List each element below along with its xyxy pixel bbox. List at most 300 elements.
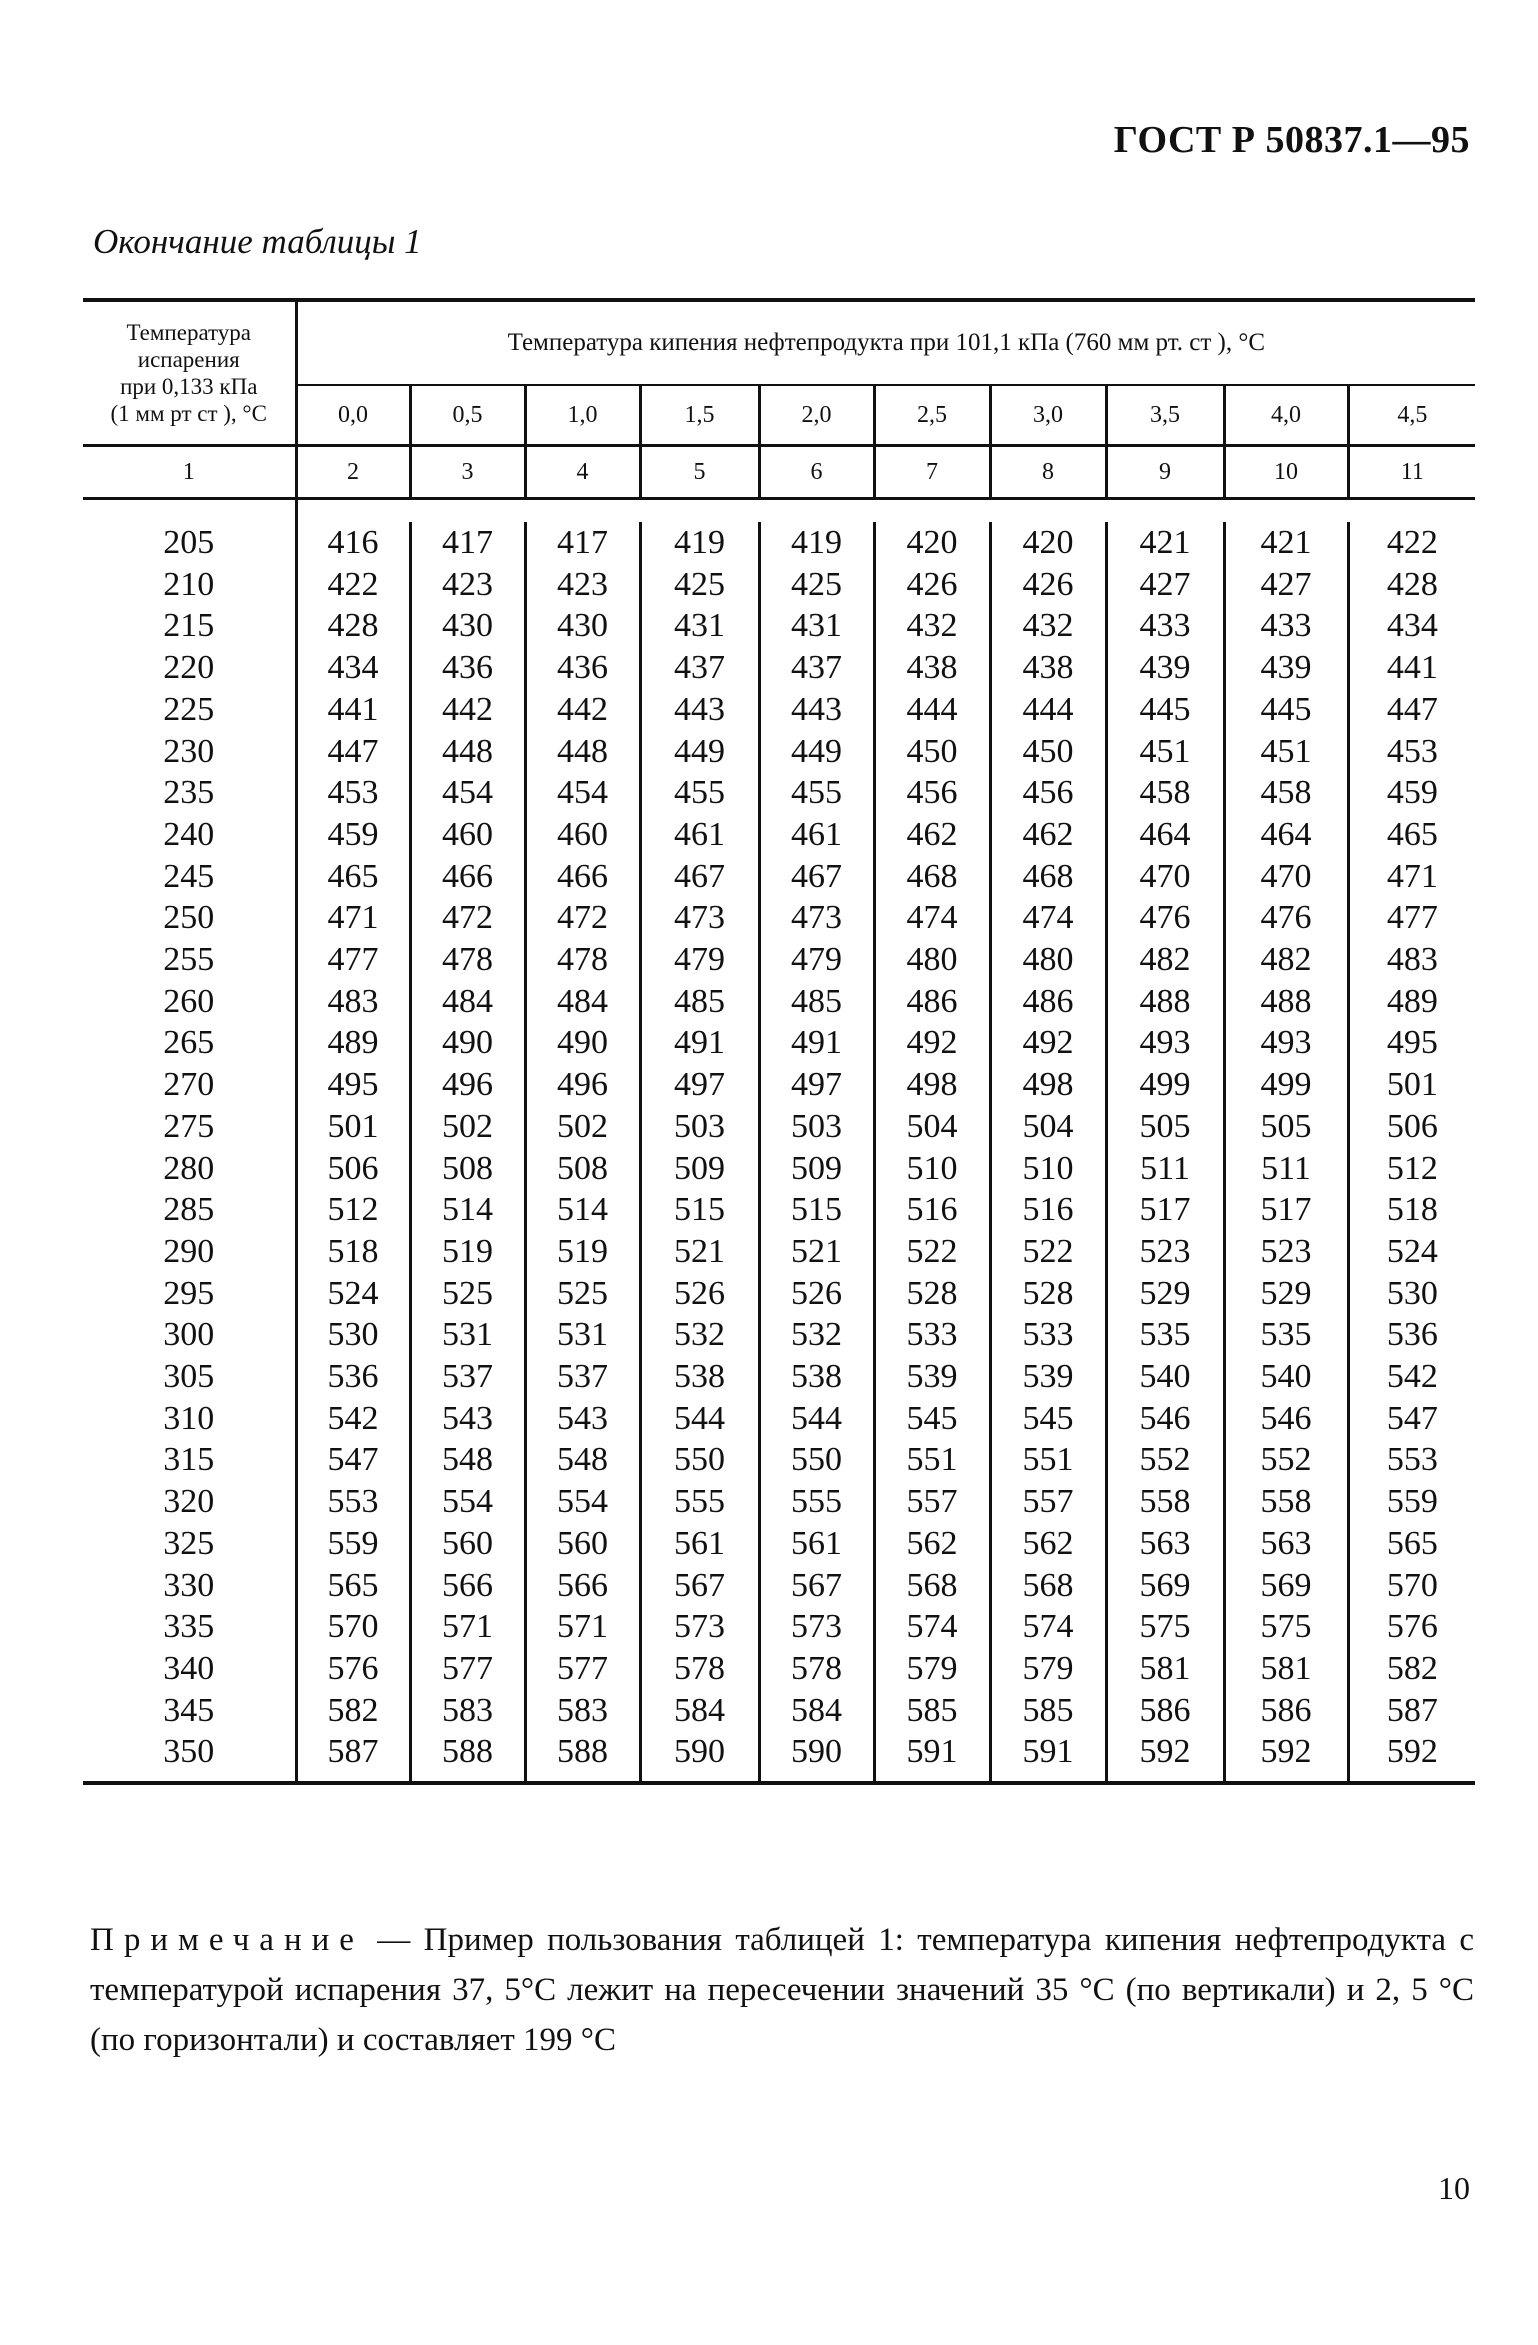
boiling-temperature-cell: 544 — [640, 1398, 759, 1440]
boiling-temperature-cell: 437 — [759, 647, 874, 689]
boiling-temperature-cell: 552 — [1106, 1439, 1224, 1481]
boiling-temperature-cell: 456 — [990, 772, 1106, 814]
column-number-row — [83, 446, 1475, 499]
boiling-temperature-cell: 587 — [1348, 1690, 1475, 1732]
boiling-temperature-cell: 488 — [1224, 981, 1348, 1023]
boiling-temperature-cell: 526 — [759, 1273, 874, 1315]
table-row — [83, 772, 1475, 814]
boiling-temperature-cell: 515 — [640, 1189, 759, 1231]
evaporation-temperature-cell: 305 — [163, 1358, 215, 1396]
boiling-temperature-cell: 459 — [296, 814, 410, 856]
boiling-temperature-cell: 485 — [759, 981, 874, 1023]
boiling-temperature-cell: 499 — [1224, 1064, 1348, 1106]
boiling-temperature-cell: 417 — [410, 522, 525, 564]
boiling-temperature-cell: 443 — [640, 689, 759, 731]
boiling-temperature-cell: 464 — [1224, 814, 1348, 856]
boiling-temperature-cell: 536 — [1348, 1314, 1475, 1356]
boiling-temperature-cell: 563 — [1224, 1523, 1348, 1565]
boiling-temperature-cell: 508 — [410, 1148, 525, 1190]
boiling-increment-header: 2,5 — [874, 385, 990, 446]
boiling-temperature-cell: 522 — [874, 1231, 990, 1273]
boiling-temperature-cell: 526 — [640, 1273, 759, 1315]
boiling-temperature-cell: 542 — [296, 1398, 410, 1440]
boiling-temperature-cell: 550 — [759, 1439, 874, 1481]
boiling-temperature-cell: 532 — [640, 1314, 759, 1356]
boiling-temperature-cell: 476 — [1106, 897, 1224, 939]
boiling-temperature-cell: 468 — [874, 856, 990, 898]
boiling-temperature-cell: 553 — [296, 1481, 410, 1523]
evaporation-temperature-header — [83, 300, 296, 446]
boiling-temperature-cell: 579 — [990, 1648, 1106, 1690]
evaporation-temperature-cell: 325 — [163, 1524, 215, 1562]
boiling-temperature-cell: 525 — [525, 1273, 640, 1315]
boiling-temperature-cell: 518 — [1348, 1189, 1475, 1231]
boiling-temperature-cell: 531 — [410, 1314, 525, 1356]
boiling-temperature-cell: 569 — [1106, 1565, 1224, 1607]
column-number: 8 — [990, 446, 1106, 499]
evaporation-temperature-cell: 310 — [163, 1399, 215, 1437]
boiling-temperature-cell: 471 — [296, 897, 410, 939]
evaporation-temperature-cell: 235 — [163, 774, 215, 812]
boiling-temperature-cell: 533 — [990, 1314, 1106, 1356]
boiling-temperature-cell: 578 — [759, 1648, 874, 1690]
table-row — [83, 1481, 1475, 1523]
boiling-temperature-cell: 530 — [1348, 1273, 1475, 1315]
boiling-temperature-cell: 529 — [1106, 1273, 1224, 1315]
boiling-temperature-cell: 490 — [525, 1022, 640, 1064]
evaporation-temperature-cell: 210 — [163, 565, 215, 603]
boiling-temperature-cell: 493 — [1224, 1022, 1348, 1064]
boiling-temperature-cell: 431 — [640, 605, 759, 647]
boiling-temperature-cell: 460 — [410, 814, 525, 856]
boiling-temperature-cell: 490 — [410, 1022, 525, 1064]
boiling-temperature-cell: 485 — [640, 981, 759, 1023]
boiling-temperature-cell: 483 — [1348, 939, 1475, 981]
page-number: 10 — [1438, 2170, 1470, 2206]
boiling-temperature-cell: 455 — [640, 772, 759, 814]
table-row — [83, 522, 1475, 564]
evaporation-temperature-cell: 295 — [163, 1274, 215, 1312]
boiling-temperature-cell: 544 — [759, 1398, 874, 1440]
boiling-temperature-cell: 543 — [410, 1398, 525, 1440]
left-header-line: испарения — [137, 347, 240, 372]
boiling-increment-header: 0,5 — [410, 385, 525, 446]
boiling-temperature-cell: 539 — [874, 1356, 990, 1398]
boiling-temperature-cell: 516 — [990, 1189, 1106, 1231]
boiling-temperature-cell: 532 — [759, 1314, 874, 1356]
boiling-temperature-cell: 420 — [990, 522, 1106, 564]
boiling-temperature-cell: 493 — [1106, 1022, 1224, 1064]
boiling-temperature-cell: 465 — [296, 856, 410, 898]
evaporation-temperature-cell: 320 — [163, 1483, 215, 1521]
boiling-temperature-cell: 558 — [1224, 1481, 1348, 1523]
boiling-temperature-cell: 559 — [296, 1523, 410, 1565]
boiling-temperature-cell: 548 — [410, 1439, 525, 1481]
boiling-temperature-cell: 548 — [525, 1439, 640, 1481]
boiling-temperature-cell: 498 — [874, 1064, 990, 1106]
boiling-temperature-cell: 436 — [410, 647, 525, 689]
boiling-temperature-cell: 519 — [410, 1231, 525, 1273]
boiling-temperature-cell: 455 — [759, 772, 874, 814]
boiling-temperature-cell: 456 — [874, 772, 990, 814]
boiling-temperature-cell: 574 — [990, 1606, 1106, 1648]
boiling-temperature-cell: 417 — [525, 522, 640, 564]
column-number: 2 — [296, 446, 410, 499]
boiling-temperature-cell: 571 — [410, 1606, 525, 1648]
boiling-temperature-cell: 426 — [874, 564, 990, 606]
table-row — [83, 1648, 1475, 1690]
boiling-temperature-cell: 530 — [296, 1314, 410, 1356]
boiling-temperature-cell: 470 — [1106, 856, 1224, 898]
boiling-temperature-cell: 565 — [1348, 1523, 1475, 1565]
boiling-temperature-cell: 439 — [1106, 647, 1224, 689]
boiling-temperature-cell: 474 — [990, 897, 1106, 939]
boiling-temperature-cell: 590 — [759, 1731, 874, 1783]
boiling-temperature-cell: 422 — [296, 564, 410, 606]
evaporation-temperature-cell: 270 — [163, 1066, 215, 1104]
boiling-temperature-cell: 573 — [640, 1606, 759, 1648]
conversion-table — [83, 298, 1475, 1785]
evaporation-temperature-cell: 335 — [163, 1608, 215, 1646]
boiling-temperature-cell: 445 — [1106, 689, 1224, 731]
boiling-temperature-cell: 514 — [410, 1189, 525, 1231]
boiling-temperature-cell: 496 — [410, 1064, 525, 1106]
boiling-temperature-cell: 436 — [525, 647, 640, 689]
boiling-temperature-cell: 578 — [640, 1648, 759, 1690]
boiling-temperature-cell: 524 — [296, 1273, 410, 1315]
boiling-temperature-cell: 524 — [1348, 1231, 1475, 1273]
boiling-temperature-cell: 516 — [874, 1189, 990, 1231]
table-caption: Окончание таблицы 1 — [93, 222, 422, 261]
boiling-temperature-cell: 464 — [1106, 814, 1224, 856]
boiling-temperature-cell: 558 — [1106, 1481, 1224, 1523]
boiling-temperature-cell: 430 — [525, 605, 640, 647]
boiling-temperature-cell: 451 — [1224, 731, 1348, 773]
boiling-temperature-cell: 479 — [759, 939, 874, 981]
boiling-temperature-cell: 438 — [874, 647, 990, 689]
boiling-temperature-cell: 432 — [990, 605, 1106, 647]
boiling-temperature-cell: 492 — [990, 1022, 1106, 1064]
note-text: — Пример пользования таблицей 1: температура кипения нефтепродукта с температурой испарения 37, 5°С лежит на пересечении значений 35 °С (по вертикали) и 2, 5 °С (по горизонтали) и составляет 199 °С — [90, 1922, 1474, 2058]
boiling-temperature-cell: 483 — [296, 981, 410, 1023]
evaporation-temperature-cell: 345 — [163, 1691, 215, 1729]
boiling-temperature-cell: 570 — [1348, 1565, 1475, 1607]
boiling-temperature-cell: 504 — [874, 1106, 990, 1148]
table-row — [83, 1606, 1475, 1648]
boiling-temperature-cell: 484 — [525, 981, 640, 1023]
boiling-temperature-cell: 591 — [990, 1731, 1106, 1783]
boiling-temperature-cell: 586 — [1224, 1690, 1348, 1732]
boiling-temperature-cell: 466 — [525, 856, 640, 898]
boiling-temperature-cell: 503 — [640, 1106, 759, 1148]
boiling-temperature-cell: 502 — [525, 1106, 640, 1148]
evaporation-temperature-cell: 255 — [163, 941, 215, 979]
boiling-temperature-cell: 458 — [1224, 772, 1348, 814]
boiling-temperature-cell: 499 — [1106, 1064, 1224, 1106]
boiling-temperature-cell: 478 — [410, 939, 525, 981]
boiling-temperature-cell: 449 — [640, 731, 759, 773]
boiling-temperature-cell: 467 — [759, 856, 874, 898]
boiling-temperature-cell: 433 — [1224, 605, 1348, 647]
table-row — [83, 856, 1475, 898]
boiling-temperature-cell: 547 — [296, 1439, 410, 1481]
boiling-temperature-cell: 519 — [525, 1231, 640, 1273]
boiling-temperature-cell: 434 — [1348, 605, 1475, 647]
boiling-temperature-cell: 462 — [874, 814, 990, 856]
boiling-temperature-cell: 567 — [640, 1565, 759, 1607]
boiling-temperature-cell: 473 — [640, 897, 759, 939]
boiling-temperature-cell: 531 — [525, 1314, 640, 1356]
boiling-temperature-cell: 427 — [1224, 564, 1348, 606]
boiling-temperature-cell: 577 — [525, 1648, 640, 1690]
boiling-temperature-cell: 421 — [1106, 522, 1224, 564]
boiling-temperature-cell: 508 — [525, 1148, 640, 1190]
boiling-temperature-cell: 582 — [296, 1690, 410, 1732]
boiling-temperature-cell: 557 — [990, 1481, 1106, 1523]
boiling-temperature-cell: 427 — [1106, 564, 1224, 606]
boiling-temperature-cell: 453 — [296, 772, 410, 814]
evaporation-temperature-cell: 250 — [163, 899, 215, 937]
boiling-temperature-cell: 570 — [296, 1606, 410, 1648]
boiling-temperature-cell: 528 — [990, 1273, 1106, 1315]
evaporation-temperature-cell: 275 — [163, 1107, 215, 1145]
evaporation-temperature-cell: 225 — [163, 690, 215, 728]
boiling-temperature-cell: 582 — [1348, 1648, 1475, 1690]
table-row — [83, 1690, 1475, 1732]
boiling-temperature-cell: 482 — [1106, 939, 1224, 981]
boiling-increment-header: 2,0 — [759, 385, 874, 446]
boiling-temperature-cell: 584 — [640, 1690, 759, 1732]
boiling-temperature-cell: 486 — [990, 981, 1106, 1023]
boiling-temperature-cell: 484 — [410, 981, 525, 1023]
table-note — [90, 1915, 1474, 2065]
boiling-temperature-cell: 529 — [1224, 1273, 1348, 1315]
evaporation-temperature-cell: 315 — [163, 1441, 215, 1479]
table-row — [83, 1189, 1475, 1231]
boiling-temperature-cell: 554 — [525, 1481, 640, 1523]
boiling-temperature-cell: 489 — [1348, 981, 1475, 1023]
boiling-increment-header: 0,0 — [296, 385, 410, 446]
boiling-temperature-cell: 584 — [759, 1690, 874, 1732]
table-row — [83, 1022, 1475, 1064]
boiling-temperature-cell: 451 — [1106, 731, 1224, 773]
boiling-temperature-cell: 517 — [1106, 1189, 1224, 1231]
column-number: 3 — [410, 446, 525, 499]
evaporation-temperature-cell: 230 — [163, 732, 215, 770]
boiling-temperature-cell: 447 — [296, 731, 410, 773]
boiling-temperature-cell: 486 — [874, 981, 990, 1023]
boiling-temperature-cell: 540 — [1224, 1356, 1348, 1398]
boiling-temperature-cell: 476 — [1224, 897, 1348, 939]
boiling-temperature-cell: 555 — [759, 1481, 874, 1523]
boiling-temperature-cell: 571 — [525, 1606, 640, 1648]
boiling-temperature-cell: 562 — [990, 1523, 1106, 1565]
boiling-temperature-cell: 448 — [410, 731, 525, 773]
boiling-temperature-cell: 577 — [410, 1648, 525, 1690]
boiling-temperature-cell: 458 — [1106, 772, 1224, 814]
boiling-temperature-cell: 545 — [990, 1398, 1106, 1440]
boiling-temperature-cell: 489 — [296, 1022, 410, 1064]
boiling-temperature-cell: 448 — [525, 731, 640, 773]
column-number: 10 — [1224, 446, 1348, 499]
table-row — [83, 1523, 1475, 1565]
boiling-temperature-cell: 521 — [759, 1231, 874, 1273]
boiling-temperature-cell: 512 — [296, 1189, 410, 1231]
boiling-temperature-cell: 555 — [640, 1481, 759, 1523]
boiling-temperature-cell: 501 — [1348, 1064, 1475, 1106]
boiling-temperature-cell: 466 — [410, 856, 525, 898]
boiling-temperature-cell: 537 — [525, 1356, 640, 1398]
boiling-temperature-cell: 442 — [525, 689, 640, 731]
boiling-temperature-cell: 552 — [1224, 1439, 1348, 1481]
boiling-temperature-header: Температура кипения нефтепродукта при 101,1 кПа (760 мм рт. ст ), °С — [296, 300, 1475, 385]
table-row — [83, 1273, 1475, 1315]
boiling-temperature-cell: 569 — [1224, 1565, 1348, 1607]
boiling-temperature-cell: 480 — [990, 939, 1106, 981]
note-label: Примечание — [90, 1922, 364, 1958]
boiling-temperature-cell: 592 — [1106, 1731, 1224, 1783]
boiling-temperature-cell: 428 — [296, 605, 410, 647]
evaporation-temperature-cell: 330 — [163, 1566, 215, 1604]
boiling-temperature-cell: 563 — [1106, 1523, 1224, 1565]
boiling-temperature-cell: 444 — [990, 689, 1106, 731]
boiling-temperature-cell: 496 — [525, 1064, 640, 1106]
boiling-temperature-cell: 542 — [1348, 1356, 1475, 1398]
table-row — [83, 814, 1475, 856]
boiling-temperature-cell: 588 — [410, 1731, 525, 1783]
boiling-temperature-cell: 492 — [874, 1022, 990, 1064]
boiling-temperature-cell: 478 — [525, 939, 640, 981]
boiling-temperature-cell: 474 — [874, 897, 990, 939]
boiling-temperature-cell: 545 — [874, 1398, 990, 1440]
boiling-temperature-cell: 547 — [1348, 1398, 1475, 1440]
boiling-temperature-cell: 523 — [1224, 1231, 1348, 1273]
boiling-temperature-cell: 450 — [990, 731, 1106, 773]
boiling-temperature-cell: 491 — [640, 1022, 759, 1064]
boiling-temperature-cell: 459 — [1348, 772, 1475, 814]
boiling-temperature-cell: 591 — [874, 1731, 990, 1783]
column-number: 9 — [1106, 446, 1224, 499]
boiling-temperature-cell: 568 — [874, 1565, 990, 1607]
boiling-temperature-cell: 432 — [874, 605, 990, 647]
boiling-temperature-cell: 505 — [1224, 1106, 1348, 1148]
evaporation-temperature-cell: 245 — [163, 857, 215, 895]
boiling-temperature-cell: 423 — [410, 564, 525, 606]
boiling-temperature-cell: 428 — [1348, 564, 1475, 606]
boiling-temperature-cell: 465 — [1348, 814, 1475, 856]
boiling-temperature-cell: 575 — [1224, 1606, 1348, 1648]
boiling-temperature-cell: 472 — [525, 897, 640, 939]
boiling-temperature-cell: 565 — [296, 1565, 410, 1607]
boiling-temperature-cell: 550 — [640, 1439, 759, 1481]
table-row — [83, 1064, 1475, 1106]
boiling-temperature-cell: 560 — [410, 1523, 525, 1565]
boiling-temperature-cell: 433 — [1106, 605, 1224, 647]
boiling-temperature-cell: 438 — [990, 647, 1106, 689]
left-header-line: (1 мм рт ст ), °С — [110, 401, 267, 426]
boiling-temperature-cell: 434 — [296, 647, 410, 689]
column-number: 1 — [83, 446, 296, 499]
boiling-temperature-cell: 423 — [525, 564, 640, 606]
table-row — [83, 1439, 1475, 1481]
boiling-temperature-cell: 482 — [1224, 939, 1348, 981]
boiling-temperature-cell: 416 — [296, 522, 410, 564]
boiling-temperature-cell: 454 — [525, 772, 640, 814]
boiling-temperature-cell: 559 — [1348, 1481, 1475, 1523]
boiling-temperature-cell: 477 — [296, 939, 410, 981]
boiling-temperature-cell: 583 — [525, 1690, 640, 1732]
boiling-temperature-cell: 535 — [1224, 1314, 1348, 1356]
boiling-temperature-cell: 509 — [759, 1148, 874, 1190]
boiling-temperature-cell: 421 — [1224, 522, 1348, 564]
boiling-increment-header: 4,0 — [1224, 385, 1348, 446]
table-row — [83, 939, 1475, 981]
boiling-temperature-cell: 581 — [1106, 1648, 1224, 1690]
boiling-temperature-cell: 510 — [874, 1148, 990, 1190]
evaporation-temperature-cell: 340 — [163, 1649, 215, 1687]
boiling-temperature-cell: 522 — [990, 1231, 1106, 1273]
boiling-temperature-cell: 425 — [640, 564, 759, 606]
boiling-temperature-cell: 567 — [759, 1565, 874, 1607]
boiling-temperature-cell: 588 — [525, 1731, 640, 1783]
table-row — [83, 605, 1475, 647]
boiling-temperature-cell: 543 — [525, 1398, 640, 1440]
boiling-temperature-cell: 583 — [410, 1690, 525, 1732]
boiling-temperature-cell: 479 — [640, 939, 759, 981]
column-number: 5 — [640, 446, 759, 499]
boiling-temperature-cell: 512 — [1348, 1148, 1475, 1190]
boiling-temperature-cell: 592 — [1224, 1731, 1348, 1783]
boiling-temperature-cell: 498 — [990, 1064, 1106, 1106]
boiling-temperature-cell: 470 — [1224, 856, 1348, 898]
table-row — [83, 689, 1475, 731]
boiling-temperature-cell: 454 — [410, 772, 525, 814]
boiling-temperature-cell: 518 — [296, 1231, 410, 1273]
boiling-temperature-cell: 477 — [1348, 897, 1475, 939]
boiling-temperature-cell: 515 — [759, 1189, 874, 1231]
boiling-temperature-cell: 447 — [1348, 689, 1475, 731]
table-row — [83, 1398, 1475, 1440]
evaporation-temperature-cell: 205 — [163, 524, 215, 561]
boiling-increment-header: 1,5 — [640, 385, 759, 446]
evaporation-temperature-cell: 265 — [163, 1024, 215, 1062]
boiling-temperature-cell: 585 — [874, 1690, 990, 1732]
boiling-temperature-cell: 462 — [990, 814, 1106, 856]
boiling-temperature-cell: 551 — [990, 1439, 1106, 1481]
boiling-increment-header: 1,0 — [525, 385, 640, 446]
boiling-temperature-cell: 497 — [759, 1064, 874, 1106]
boiling-temperature-cell: 488 — [1106, 981, 1224, 1023]
boiling-temperature-cell: 554 — [410, 1481, 525, 1523]
boiling-temperature-cell: 510 — [990, 1148, 1106, 1190]
table-row — [83, 1231, 1475, 1273]
column-number: 11 — [1348, 446, 1475, 499]
table-row — [83, 1356, 1475, 1398]
table-row — [83, 1314, 1475, 1356]
boiling-temperature-cell: 480 — [874, 939, 990, 981]
boiling-temperature-cell: 587 — [296, 1731, 410, 1783]
boiling-temperature-cell: 573 — [759, 1606, 874, 1648]
boiling-temperature-cell: 419 — [759, 522, 874, 564]
boiling-temperature-cell: 491 — [759, 1022, 874, 1064]
boiling-temperature-cell: 437 — [640, 647, 759, 689]
boiling-temperature-cell: 441 — [296, 689, 410, 731]
boiling-temperature-cell: 444 — [874, 689, 990, 731]
boiling-temperature-cell: 505 — [1106, 1106, 1224, 1148]
table-row — [83, 981, 1475, 1023]
boiling-temperature-cell: 426 — [990, 564, 1106, 606]
document-code: ГОСТ Р 50837.1—95 — [1113, 119, 1470, 161]
